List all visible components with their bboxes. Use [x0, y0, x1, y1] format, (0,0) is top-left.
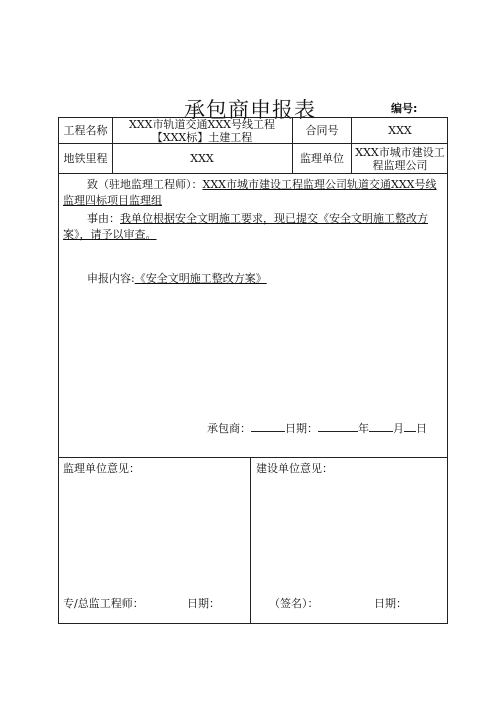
- year-label: 年: [358, 422, 369, 435]
- form-title: 承包商申报表: [184, 98, 316, 122]
- day-label: 日: [416, 422, 427, 435]
- project-name-value: XXX市轨道交通XXX号线工程【XXX标】土建工程: [129, 117, 275, 144]
- reason-value: 我单位根据安全文明施工要求，现已提交《安全文明施工整改方案》，请予以审查。: [63, 212, 428, 241]
- reason-prefix: 事由：: [87, 212, 120, 225]
- serial-number-label: 编号:: [391, 102, 418, 115]
- mileage-label: 地铁里程: [63, 152, 108, 165]
- date-label-right: 日期：: [374, 597, 407, 610]
- month-label: 月: [393, 422, 404, 435]
- contractor-label: 承包商：: [207, 422, 251, 435]
- content-line: [87, 271, 443, 287]
- content-value: 《安全文明施工整改方案》: [134, 272, 267, 285]
- row-divider: [59, 173, 447, 174]
- day-blank: [404, 421, 416, 432]
- row-divider: [59, 457, 447, 458]
- contractor-blank: [251, 421, 285, 432]
- contract-number-label: 合同号: [305, 124, 339, 137]
- mileage-value: XXX: [190, 152, 214, 165]
- addressee-value: XXX市城市建设工程监理公司轨道交通XXX号线监理四标项目监理组: [63, 178, 437, 207]
- date-label: 日期：: [285, 422, 318, 435]
- month-blank: [369, 421, 393, 432]
- builder-opinion-label: 建设单位意见：: [256, 462, 333, 475]
- contractor-sign-line: [207, 421, 445, 437]
- chief-engineer-label: 专/总监工程师：: [63, 597, 144, 610]
- project-name-label: 工程名称: [63, 124, 108, 137]
- content-prefix: 申报内容:: [87, 272, 135, 285]
- column-divider: [250, 457, 251, 624]
- date-label-left: 日期：: [187, 597, 220, 610]
- addressee-prefix: 致（驻地监理工程师）：: [87, 178, 203, 191]
- supervisor-unit-label: 监理单位: [300, 152, 344, 165]
- supervisor-opinion-label: 监理单位意见：: [63, 462, 140, 475]
- reason-line: [63, 211, 443, 243]
- supervisor-unit-value: XXX市城市建设工程监理公司: [355, 145, 445, 172]
- column-divider: [112, 118, 113, 173]
- contract-number-value: XXX: [388, 124, 412, 137]
- addressee-line: [63, 177, 443, 209]
- declaration-form: [58, 117, 448, 624]
- signature-label: （签名）：: [269, 597, 319, 610]
- year-blank: [318, 421, 358, 432]
